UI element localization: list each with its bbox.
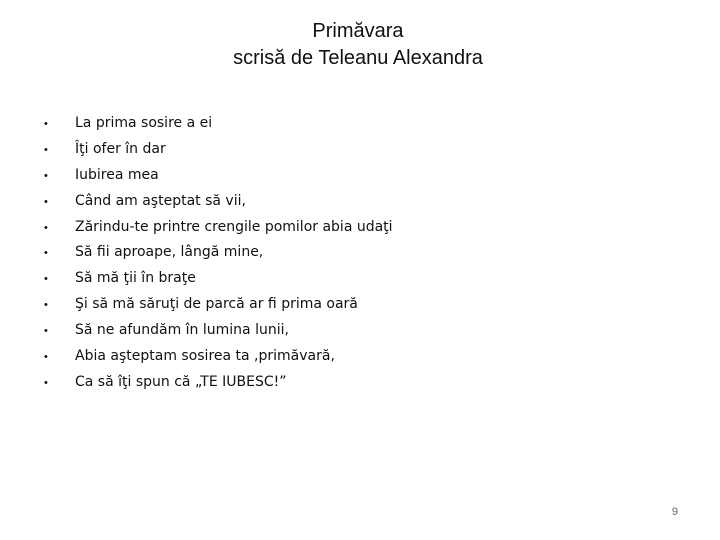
poem-line — [44, 240, 393, 266]
poem-line-text: Când am aşteptat să vii, — [75, 192, 246, 209]
poem-line — [44, 292, 393, 318]
poem-line-text: La prima sosire a ei — [75, 115, 213, 131]
poem-line-text: Zărindu-te printre crengile pomilor abia udaţi — [75, 218, 393, 235]
poem-bullet-list — [44, 111, 393, 396]
slide-number: 9 — [671, 506, 678, 518]
title-line-1: Primăvara — [312, 20, 404, 42]
poem-line — [44, 344, 393, 370]
bullet-dot-icon: • — [44, 299, 48, 312]
poem-line-text: Iubirea mea — [75, 166, 159, 183]
poem-line-text: Abia aşteptam sosirea ta ,primăvară, — [75, 348, 335, 365]
poem-line — [44, 137, 393, 163]
bullet-dot-icon: • — [44, 247, 48, 260]
poem-line-text: Să ne afundăm în lumina lunii, — [75, 322, 289, 339]
poem-line — [44, 370, 393, 396]
poem-line — [44, 318, 393, 344]
bullet-dot-icon: • — [44, 351, 48, 364]
poem-line — [44, 266, 393, 292]
poem-line-text: Să fii aproape, lângă mine, — [75, 244, 264, 261]
bullet-dot-icon: • — [44, 325, 48, 338]
poem-line-text: Şi să mă săruţi de parcă ar fi prima oară — [75, 296, 358, 313]
bullet-dot-icon: • — [44, 273, 48, 286]
bullet-dot-icon: • — [44, 118, 48, 130]
bullet-dot-icon: • — [44, 143, 48, 156]
poem-line-text: Ca să îţi spun că „TE IUBESC!” — [75, 373, 287, 390]
poem-line-text: Îţi ofer în dar — [75, 140, 166, 157]
slide-title — [0, 18, 716, 72]
bullet-dot-icon: • — [44, 195, 48, 208]
poem-line — [44, 189, 393, 215]
poem-line — [44, 163, 393, 189]
poem-line — [44, 111, 393, 137]
title-line-2: scrisă de Teleanu Alexandra — [233, 47, 483, 69]
bullet-dot-icon: • — [44, 376, 48, 389]
bullet-dot-icon: • — [44, 221, 48, 234]
bullet-dot-icon: • — [44, 169, 48, 182]
poem-line-text: Să mă ţii în braţe — [75, 270, 196, 287]
poem-line — [44, 215, 393, 241]
